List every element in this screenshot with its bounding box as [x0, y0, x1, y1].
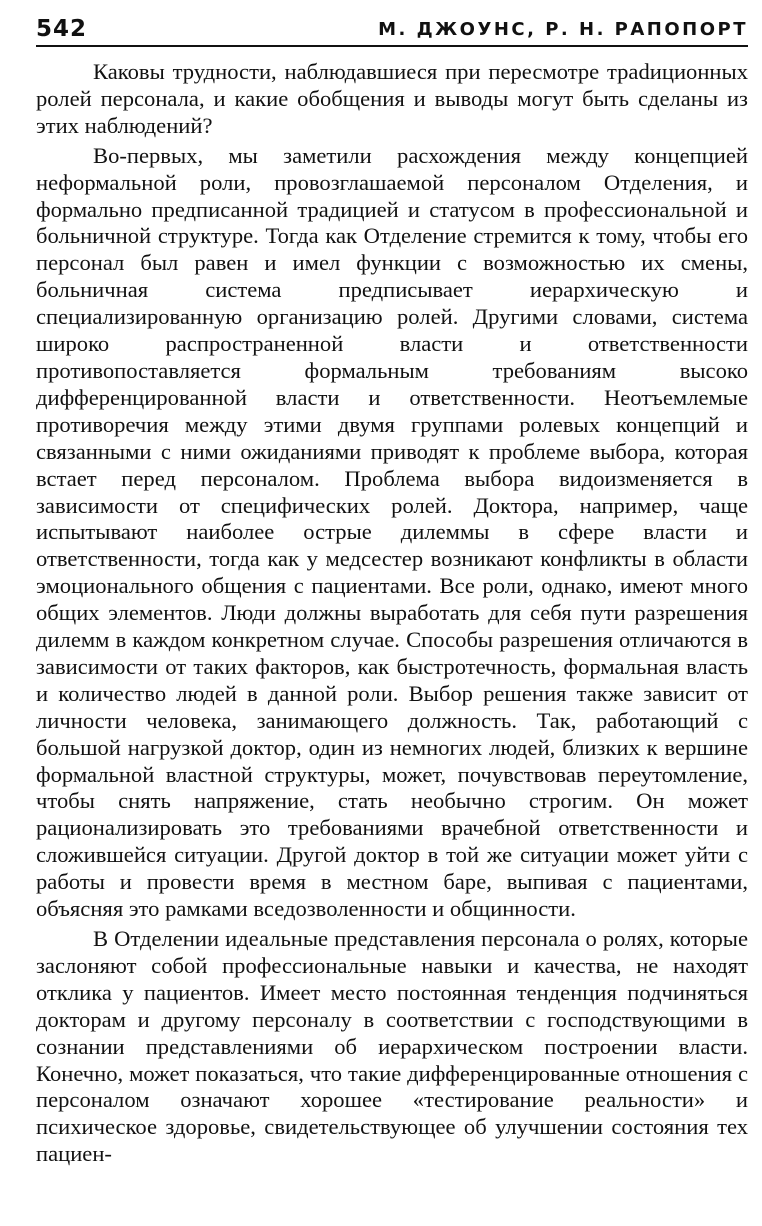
body-text [36, 59, 748, 1171]
paragraph-ideal-role-concepts: В Отделении идеальные представления персонала о ролях, которые заслоняют собой профессиональные навыки и качества, не находят отклика у пациентов. Имеет место постоянная тенденция подчиняться докторам и другому персоналу в соответствии с господствующими в сознании представлениями об иерархическом построении власти. Конечно, может показаться, что такие дифференцированные отношения с персоналом означают хорошее «тестирование реальности» и психическое здоровье, свидетельствующее об улучшении состояния тех пациен- [36, 926, 748, 1167]
header-rule [36, 45, 748, 47]
running-head-authors: М. ДЖОУНС, Р. Н. РАПОПОРТ [378, 19, 748, 40]
running-head [36, 14, 748, 44]
paragraph-intro-question: Каковы трудности, наблюдавшиеся при пересмотре траdиционных ролей персонала, и какие обобщения и выводы могут быть сделаны из этих наблюдений? [36, 59, 748, 138]
paragraph-first-observations: Во-первых, мы заметили расхождения между концепцией неформальной роли, провозглашаемой персоналом Отделения, и формально предписанной традицией и статусом в профессиональной и больничной структуре. Тогда как Отделение стремится к тому, чтобы его персонал был равен и имел функции с возможностью их смены, больничная система предписывает иерархическую и специализированную организацию ролей. Другими словами, система широко распространенной власти и ответственности противопоставляется формальным требованиям высоко дифференцированной власти и ответственности. Неотъемлемые противоречия между этими двумя группами ролевых концепций и связанными с ними ожиданиями приводят к проблеме выбора, которая встает перед персоналом. Проблема выбора видоизменяется в зависимости от специфических ролей. Доктора, например, чаще испытывают наиболее острые дилеммы в сфере власти и ответственности, тогда как у медсестер возникают конфликты в области эмоционального общения с пациентами. Все роли, однако, имеют много общих элементов. Люди должны выработать для себя пути разрешения дилемм в каждом конкретном случае. Способы разрешения отличаются в зависимости от таких факторов, как быстротечность, формальная власть и количество людей в данной роли. Выбор решения также зависит от личности человека, занимающего должность. Так, работающий с большой нагрузкой доктор, один из немногих людей, близких к вершине формальной властной структуры, может, почувствовав переутомление, чтобы снять напряжение, стать необычно строгим. Он может рационализировать это требованиями врачебной ответственности и сложившейся ситуации. Другой доктор в той же ситуации может уйти с работы и провести время в местном баре, выпивая с пациентами, объясняя это рамками вседозволенности и общинности. [36, 142, 748, 922]
book-page [36, 14, 748, 1214]
page-number: 542 [36, 16, 88, 42]
